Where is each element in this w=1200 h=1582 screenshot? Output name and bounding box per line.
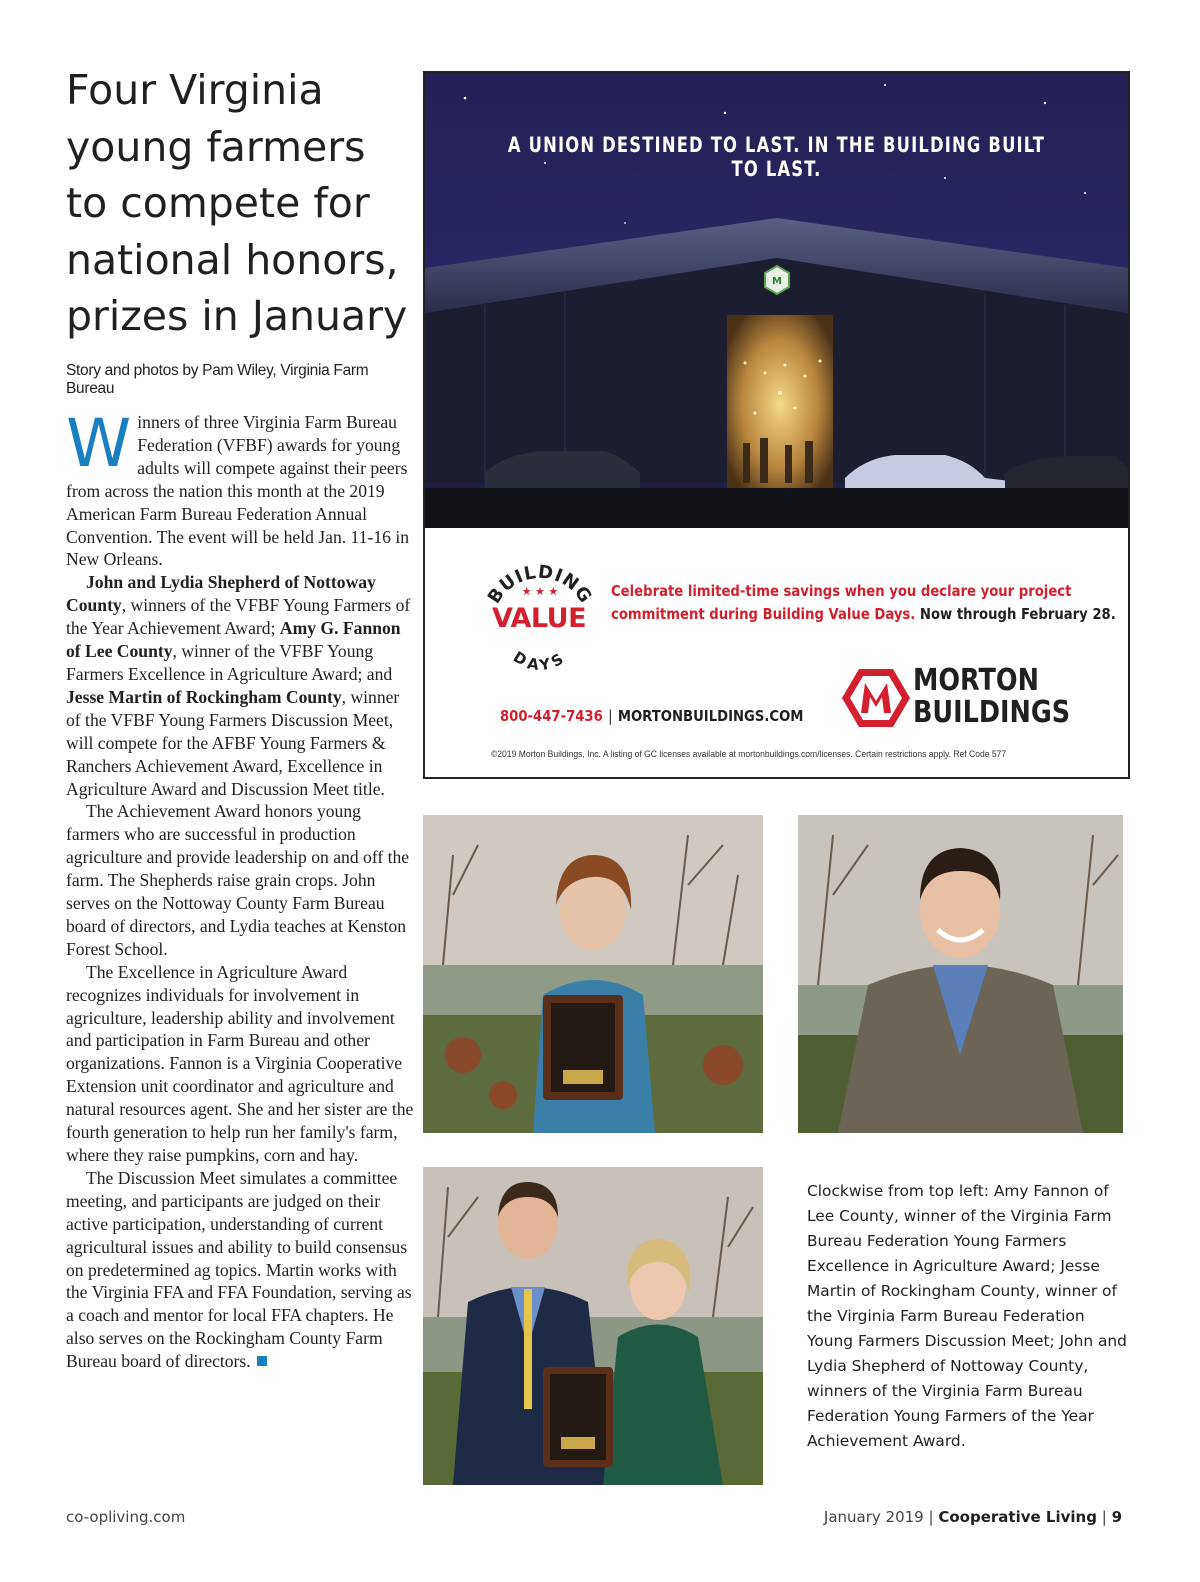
drop-cap: W (66, 405, 132, 482)
article-byline: Story and photos by Pam Wiley, Virginia Farm Bureau (66, 362, 369, 397)
winner-name-martin: Jesse Martin of Rockingham County (66, 686, 342, 707)
photo-jesse-martin (798, 815, 1123, 1133)
paragraph-1-text: inners of three Virginia Farm Bureau Federation (VFBF) awards for young adults will compete against their peers from across the nation this month at the 2019 American Farm Bureau Federation Annual Convention. The event will be held Jan. 11-16 in New Orleans. (66, 412, 410, 570)
badge-bottom-text: DAYS (509, 647, 571, 675)
paragraph-5 (66, 1167, 416, 1373)
svg-text:DAYS (510, 648, 570, 675)
svg-text:M: M (772, 276, 782, 287)
paragraph-1 (66, 405, 416, 571)
paragraph-3: The Achievement Award honors young farmers who are successful in production agriculture and provide leadership on and off the farm. The Shepherds raise grain crops. John serves on the Nottoway County Farm Bureau board of directors, and Lydia teaches at Kenston Forest School. (66, 801, 410, 959)
footer-separator: | (928, 1508, 934, 1526)
paragraph-4: The Excellence in Agriculture Award recognizes individuals for involvement in agriculture, leadership ability and involvement and participation in Farm Bureau and other organizations. Fannon is a Virginia Cooperative Extension unit coordinator and agriculture and natural resources agent. She and her sister are the fourth generation to help run her family's farm, where they raise pumpkins, corn and hay. (66, 961, 414, 1165)
morton-logo-icon (841, 667, 911, 729)
brand-line-1: MORTON (913, 663, 1039, 698)
badge-value-text: VALUE (491, 603, 587, 634)
paragraph-2 (66, 571, 416, 800)
morton-brand-name (913, 665, 1070, 729)
ad-fine-print: ©2019 Morton Buildings, Inc. A listing of GC licenses available at mortonbuildings.com/licenses. Certain restrictions apply. Ref Code 577 (491, 749, 1007, 760)
photo-caption: Clockwise from top left: Amy Fannon of Lee County, winner of the Virginia Farm Bureau Federation Young Farmers Excellence in Agriculture Award; Jesse Martin of Rockingham County, winner of the Virginia Farm Bureau Federation Young Farmers Discussion Meet; John and Lydia Shepherd of Nottoway County, winners of the Virginia Farm Bureau Federation Young Farmers of the Year Achievement Award. (807, 1182, 1127, 1450)
ad-phone-number[interactable]: 800-447-7436 (500, 707, 603, 725)
ad-promo-line-1: Celebrate limited-time savings when you declare your project (611, 582, 1072, 600)
morton-buildings-ad[interactable] (423, 71, 1130, 779)
photo-shepherds (423, 1167, 763, 1485)
footer-separator-2: | (1101, 1508, 1107, 1526)
photo-amy-fannon (423, 815, 763, 1133)
ad-contact-separator: | (608, 707, 613, 725)
paragraph-2-text-a: , winners of the VFBF Young Farmers of the Year Achievement Award; (66, 595, 411, 639)
ad-promo-line-2-red: commitment during Building Value Days. (611, 605, 916, 623)
paragraph-2-text-b: , winner of the VFBF Young Farmers Excellence in Agriculture Award; and (66, 641, 393, 684)
badge-top-text: BUILDING (483, 563, 597, 608)
paragraph-5-text: The Discussion Meet simulates a committee meeting, and participants are judged on their active participation, understanding of current agricultural issues and ability to build consensus on predetermined ag topics. Martin works with the Virginia FFA and FFA Foundation, serving as a coach and mentor for local FFA chapters. He also serves on the Rockingham County Farm Bureau board of directors. (66, 1167, 412, 1372)
paragraph-2-text-c: , winner of the VFBF Young Farmers Discussion Meet, will compete for the AFBF Young Farmers & Ranchers Achievement Award, Excellence in Agriculture Award and Discussion Meet title. (66, 686, 400, 799)
page-number: 9 (1111, 1508, 1122, 1526)
brand-line-2: BUILDINGS (913, 695, 1071, 730)
winner-name-fannon: Amy G. Fannon of Lee County (66, 618, 401, 662)
footer-website[interactable]: co-opliving.com (66, 1508, 186, 1526)
ad-tagline: A UNION DESTINED TO LAST. IN THE BUILDING BUILT TO LAST. (507, 133, 1046, 181)
article-body (66, 405, 416, 1373)
footer-magazine-name: Cooperative Living (938, 1508, 1097, 1526)
svg-text:★ ★ ★: ★ ★ ★ (521, 585, 559, 598)
footer-date: January 2019 (823, 1508, 924, 1526)
footer-issue-info (824, 1508, 1122, 1526)
ad-promo-text (611, 580, 1116, 626)
winner-name-shepherd: John and Lydia Shepherd of Nottoway County (66, 572, 376, 616)
end-mark-icon (257, 1356, 267, 1366)
ad-contact (500, 707, 803, 725)
ad-website-link[interactable]: MORTONBUILDINGS.COM (617, 707, 804, 725)
ad-promo-line-2-dark: Now through February 28. (919, 605, 1116, 623)
article-headline: Four Virginia young farmers to compete for national honors, prizes in January (66, 66, 408, 340)
